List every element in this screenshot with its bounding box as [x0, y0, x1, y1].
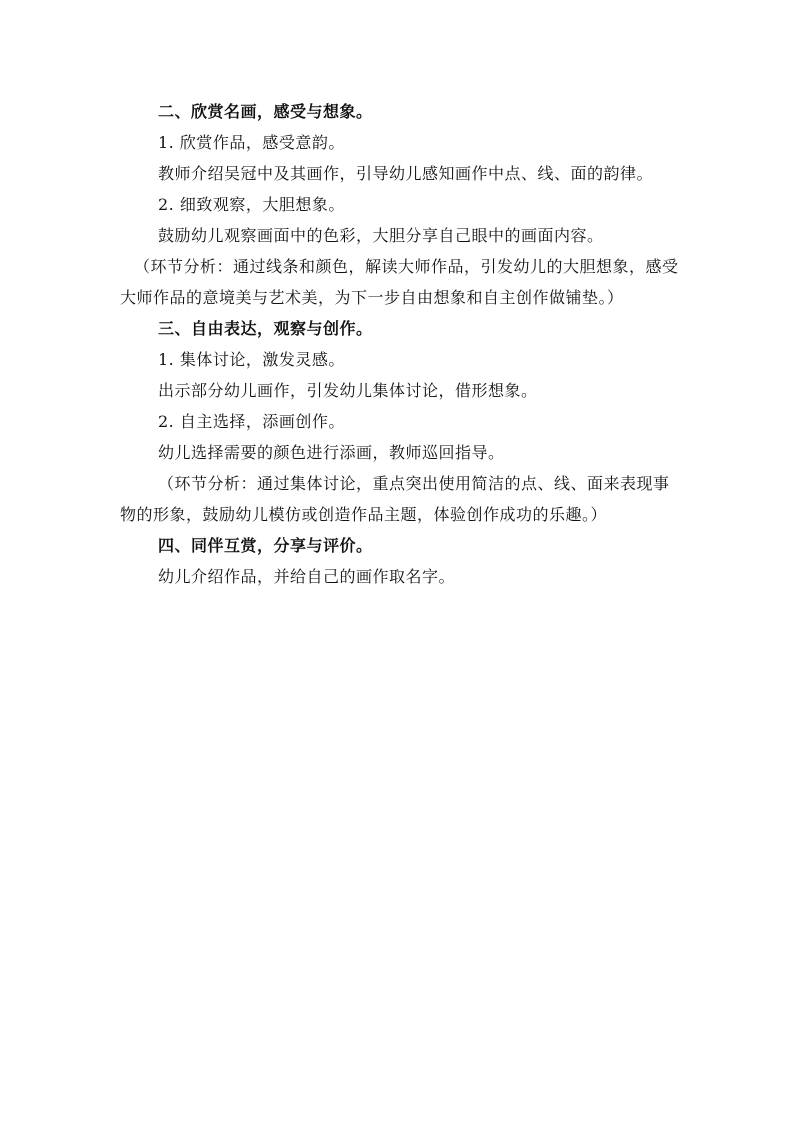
section-3-item-1: 1. 集体讨论，激发灵感。 [158, 350, 345, 369]
section-3-analysis: （环节分析：通过集体讨论，重点突出使用简洁的点、线、面来表现事物的形象，鼓励幼儿模仿或创造作品主题，体验创作成功的乐趣。） [120, 474, 670, 524]
section-2-item-1: 1. 欣赏作品，感受意韵。 [158, 133, 345, 152]
section-3-heading: 三、自由表达，观察与创作。 [158, 319, 373, 338]
section-2-analysis: （环节分析：通过线条和颜色，解读大师作品，引发幼儿的大胆想象，感受大师作品的意境美与艺术美，为下一步自由想象和自主创作做铺垫。） [120, 257, 679, 307]
section-4-heading: 四、同伴互赏，分享与评价。 [158, 536, 373, 555]
section-2-heading: 二、欣赏名画，感受与想象。 [158, 102, 373, 121]
section-3-item-2: 2. 自主选择，添画创作。 [158, 412, 345, 431]
section-2-item-2-text: 鼓励幼儿观察画面中的色彩，大胆分享自己眼中的画面内容。 [158, 226, 604, 245]
section-3-item-1-text: 出示部分幼儿画作，引发幼儿集体讨论，借形想象。 [158, 381, 538, 400]
section-4-text: 幼儿介绍作品，并给自己的画作取名字。 [158, 567, 456, 586]
document-body [120, 96, 680, 592]
section-3-item-2-text: 幼儿选择需要的颜色进行添画，教师巡回指导。 [158, 443, 505, 462]
section-2-item-1-text: 教师介绍吴冠中及其画作，引导幼儿感知画作中点、线、面的韵律。 [158, 164, 654, 183]
section-2-item-2: 2. 细致观察，大胆想象。 [158, 195, 345, 214]
